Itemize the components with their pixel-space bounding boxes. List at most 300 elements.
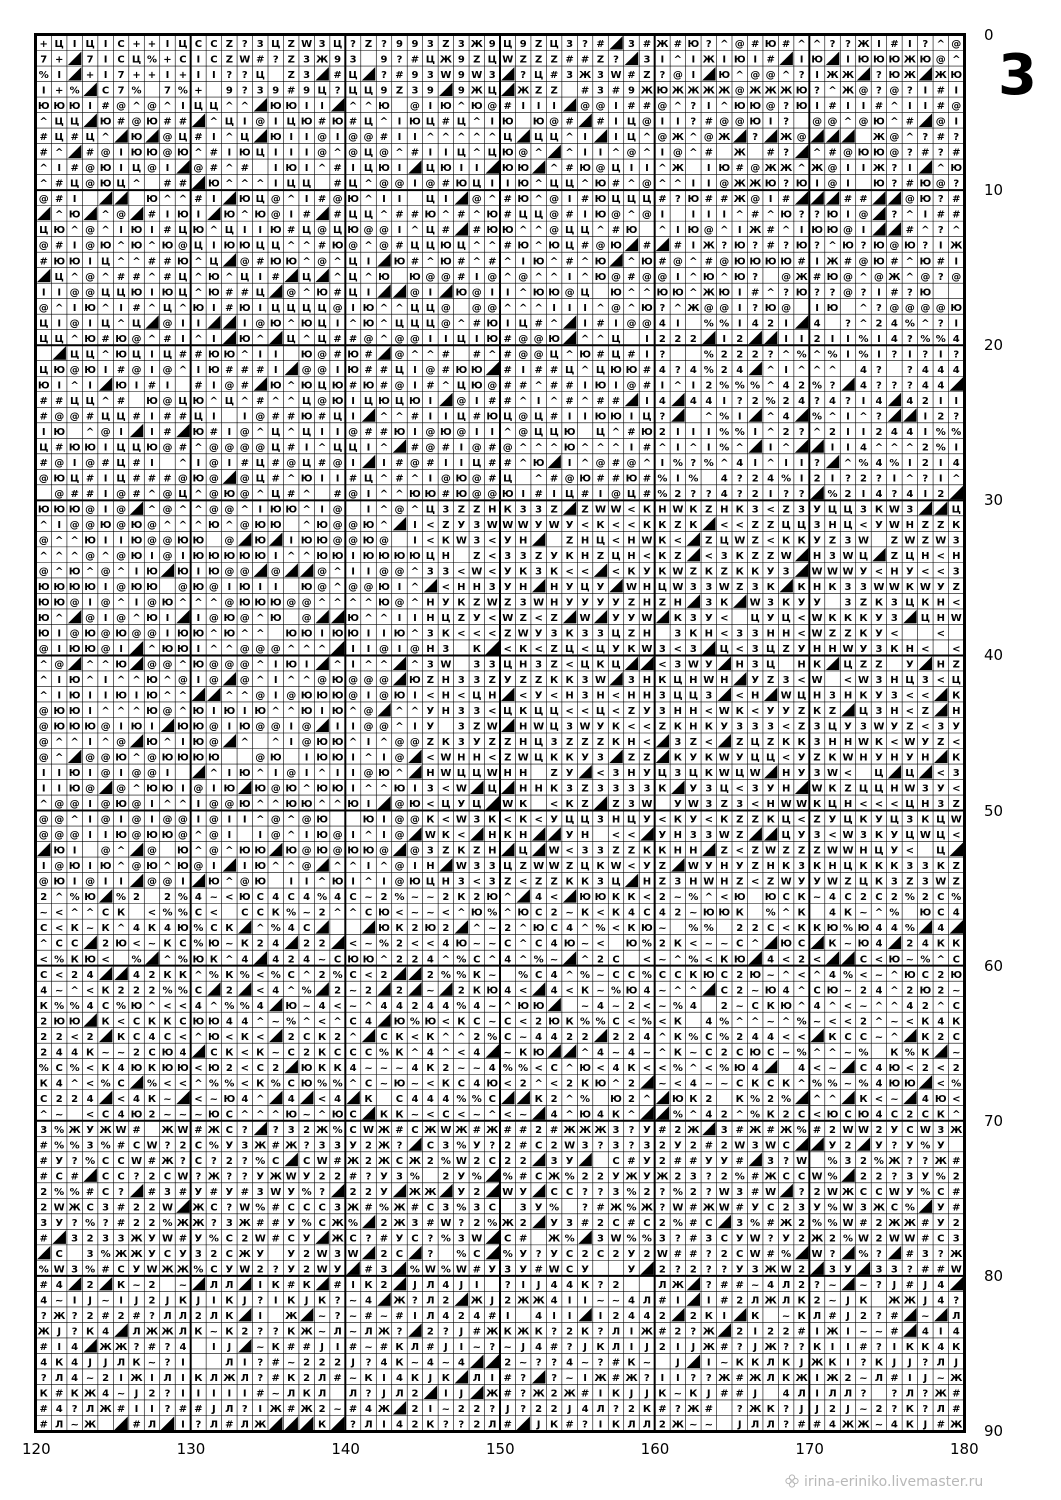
stitch-symbol: % bbox=[858, 1249, 868, 1260]
stitch-symbol: Ю bbox=[239, 892, 251, 903]
stitch-symbol: Ц bbox=[549, 39, 558, 50]
stitch-symbol: Ж bbox=[393, 1296, 406, 1307]
stitch-symbol: Ю bbox=[347, 629, 359, 640]
stitch-symbol: ? bbox=[891, 210, 897, 221]
stitch-symbol: Ц bbox=[720, 535, 729, 546]
stitch-symbol: @ bbox=[286, 768, 296, 779]
stitch-symbol: ^ bbox=[581, 272, 589, 283]
stitch-symbol: # bbox=[302, 1342, 310, 1353]
stitch-symbol: Z bbox=[736, 830, 743, 841]
stitch-symbol: ? bbox=[257, 1327, 263, 1338]
stitch-symbol: ~ bbox=[813, 892, 821, 903]
stitch-symbol: К bbox=[674, 753, 683, 764]
stitch-symbol: % bbox=[797, 1125, 807, 1136]
stitch-symbol: I bbox=[908, 101, 912, 112]
stitch-symbol: # bbox=[442, 179, 450, 190]
stitch-symbol: I bbox=[645, 349, 649, 360]
stitch-symbol: 2 bbox=[381, 1218, 388, 1229]
stitch-symbol: < bbox=[736, 784, 744, 795]
stitch-symbol: # bbox=[937, 1264, 945, 1275]
stitch-symbol: Ю bbox=[131, 1063, 143, 1074]
stitch-symbol: Ю bbox=[53, 256, 65, 267]
stitch-symbol: 3 bbox=[705, 691, 712, 702]
stitch-symbol: @ bbox=[209, 660, 219, 671]
stitch-symbol: 2 bbox=[736, 349, 743, 360]
stitch-symbol: ^ bbox=[194, 1078, 202, 1089]
stitch-symbol: # bbox=[333, 334, 341, 345]
stitch-symbol: % bbox=[487, 1032, 497, 1043]
stitch-symbol: I bbox=[846, 163, 850, 174]
stitch-symbol: 3 bbox=[257, 39, 264, 50]
stitch-symbol: 3 bbox=[40, 1218, 47, 1229]
stitch-symbol: ^ bbox=[194, 256, 202, 267]
stitch-symbol: @ bbox=[147, 846, 157, 857]
stitch-symbol: К bbox=[627, 923, 636, 934]
stitch-symbol: < bbox=[937, 768, 945, 779]
stitch-symbol: К bbox=[225, 1311, 234, 1322]
stitch-symbol: I bbox=[893, 473, 897, 484]
stitch-symbol: 4 bbox=[396, 1001, 403, 1012]
stitch-symbol: ^ bbox=[241, 691, 249, 702]
stitch-symbol: W bbox=[812, 566, 823, 577]
stitch-symbol: W bbox=[533, 861, 544, 872]
stitch-symbol: Ж bbox=[780, 86, 793, 97]
stitch-symbol: @ bbox=[147, 535, 157, 546]
stitch-symbol: Ц bbox=[85, 349, 94, 360]
stitch-symbol: I bbox=[150, 815, 154, 826]
stitch-symbol: С bbox=[380, 1032, 387, 1043]
stitch-symbol: @ bbox=[302, 815, 312, 826]
stitch-symbol: 4 bbox=[829, 892, 836, 903]
stitch-symbol: ^ bbox=[565, 1063, 573, 1074]
half-stitch-mark bbox=[37, 269, 50, 283]
stitch-symbol: Ю bbox=[378, 272, 390, 283]
half-stitch-mark bbox=[176, 610, 189, 624]
stitch-symbol: % bbox=[673, 1001, 683, 1012]
stitch-symbol: Ц bbox=[781, 520, 790, 531]
stitch-symbol: Ц bbox=[611, 551, 620, 562]
half-stitch-mark bbox=[934, 1044, 947, 1058]
stitch-symbol: 3 bbox=[875, 1264, 882, 1275]
stitch-symbol: Ц bbox=[843, 861, 852, 872]
stitch-symbol: Ц bbox=[642, 411, 651, 422]
stitch-symbol: Ю bbox=[115, 629, 127, 640]
stitch-symbol: ? bbox=[242, 1156, 248, 1167]
stitch-symbol: Ю bbox=[193, 303, 205, 314]
stitch-symbol: У bbox=[798, 644, 806, 655]
stitch-symbol: 2 bbox=[875, 318, 882, 329]
stitch-symbol: Ц bbox=[596, 535, 605, 546]
stitch-symbol: @ bbox=[487, 272, 497, 283]
stitch-symbol: # bbox=[333, 349, 341, 360]
stitch-symbol: У bbox=[488, 1264, 496, 1275]
stitch-symbol: # bbox=[457, 272, 465, 283]
stitch-symbol: Ц bbox=[797, 520, 806, 531]
stitch-symbol: Н bbox=[643, 877, 651, 888]
stitch-symbol: I bbox=[753, 427, 757, 438]
stitch-symbol: @ bbox=[240, 256, 250, 267]
stitch-symbol: Ю bbox=[285, 629, 297, 640]
stitch-symbol: ^ bbox=[534, 303, 542, 314]
stitch-symbol: ~ bbox=[318, 1311, 326, 1322]
stitch-symbol: I bbox=[258, 504, 262, 515]
stitch-symbol: % bbox=[673, 1109, 683, 1120]
stitch-symbol: ^ bbox=[519, 225, 527, 236]
stitch-symbol: 3 bbox=[582, 691, 589, 702]
stitch-symbol: ~ bbox=[349, 1001, 357, 1012]
stitch-symbol: W bbox=[719, 830, 730, 841]
half-stitch-mark bbox=[532, 843, 545, 857]
stitch-symbol: 3 bbox=[551, 737, 558, 748]
stitch-symbol: I bbox=[939, 349, 943, 360]
stitch-symbol: % bbox=[580, 970, 590, 981]
stitch-symbol: J bbox=[845, 1296, 850, 1307]
stitch-symbol: ^ bbox=[813, 39, 821, 50]
half-stitch-mark bbox=[486, 1044, 499, 1058]
stitch-symbol: С bbox=[597, 1249, 604, 1260]
stitch-symbol: @ bbox=[828, 117, 838, 128]
stitch-symbol: Ю bbox=[873, 117, 885, 128]
stitch-symbol: 3 bbox=[922, 784, 929, 795]
stitch-symbol: Ц bbox=[395, 365, 404, 376]
stitch-symbol: ^ bbox=[581, 256, 589, 267]
stitch-symbol: < bbox=[627, 504, 635, 515]
stitch-symbol: # bbox=[333, 179, 341, 190]
half-stitch-mark bbox=[161, 718, 174, 732]
stitch-symbol: @ bbox=[936, 55, 946, 66]
stitch-symbol: У bbox=[628, 1249, 636, 1260]
stitch-symbol: К bbox=[457, 1016, 466, 1027]
stitch-symbol: I bbox=[88, 815, 92, 826]
stitch-symbol: Ю bbox=[53, 582, 65, 593]
stitch-symbol: W bbox=[549, 1264, 560, 1275]
stitch-symbol: Ц bbox=[488, 784, 497, 795]
stitch-symbol: Ю bbox=[53, 1016, 65, 1027]
stitch-symbol: ^ bbox=[225, 101, 233, 112]
stitch-symbol: Ц bbox=[457, 334, 466, 345]
stitch-symbol: W bbox=[842, 753, 853, 764]
stitch-symbol: Ю bbox=[239, 148, 251, 159]
stitch-symbol: ~ bbox=[828, 1063, 836, 1074]
stitch-symbol: # bbox=[395, 210, 403, 221]
stitch-symbol: I bbox=[459, 442, 463, 453]
stitch-symbol: ^ bbox=[380, 411, 388, 422]
stitch-symbol: У bbox=[829, 815, 837, 826]
stitch-symbol: # bbox=[658, 1125, 666, 1136]
stitch-symbol: 2 bbox=[752, 923, 759, 934]
stitch-symbol: I bbox=[939, 241, 943, 252]
stitch-symbol: К bbox=[705, 753, 714, 764]
stitch-symbol: < bbox=[581, 520, 589, 531]
stitch-symbol: Ю bbox=[301, 380, 313, 391]
stitch-symbol: Ю bbox=[873, 55, 885, 66]
stitch-symbol: I bbox=[800, 225, 804, 236]
stitch-symbol: ^ bbox=[705, 411, 713, 422]
stitch-symbol: # bbox=[906, 225, 914, 236]
half-stitch-mark bbox=[377, 284, 390, 298]
stitch-symbol: Ю bbox=[131, 1001, 143, 1012]
half-stitch-mark bbox=[609, 36, 622, 50]
stitch-symbol: ~ bbox=[55, 985, 63, 996]
stitch-symbol: Ц bbox=[580, 660, 589, 671]
stitch-symbol: Ж bbox=[641, 86, 654, 97]
stitch-symbol: ^ bbox=[117, 241, 125, 252]
stitch-symbol: 4 bbox=[87, 1094, 94, 1105]
stitch-symbol: Ц bbox=[580, 287, 589, 298]
stitch-symbol: Ю bbox=[193, 706, 205, 717]
stitch-symbol: 2 bbox=[566, 1078, 573, 1089]
stitch-symbol: < bbox=[782, 954, 790, 965]
stitch-symbol: # bbox=[442, 225, 450, 236]
stitch-symbol: 2 bbox=[303, 1249, 310, 1260]
stitch-symbol: Ю bbox=[533, 458, 545, 469]
stitch-symbol: Ц bbox=[611, 877, 620, 888]
stitch-symbol: 2 bbox=[953, 1218, 960, 1229]
stitch-symbol: < bbox=[86, 1063, 94, 1074]
stitch-symbol: К bbox=[194, 1327, 203, 1338]
stitch-symbol: К bbox=[334, 1063, 343, 1074]
stitch-symbol: Ю bbox=[53, 706, 65, 717]
stitch-symbol: Ю bbox=[208, 365, 220, 376]
half-stitch-mark bbox=[300, 563, 313, 577]
stitch-symbol: @ bbox=[209, 613, 219, 624]
stitch-symbol: 3 bbox=[350, 55, 357, 66]
half-stitch-mark bbox=[903, 1323, 916, 1337]
half-stitch-mark bbox=[872, 191, 885, 205]
stitch-symbol: I bbox=[738, 318, 742, 329]
stitch-symbol: К bbox=[581, 1078, 590, 1089]
stitch-symbol: ? bbox=[242, 1171, 248, 1182]
stitch-symbol: С bbox=[288, 1202, 295, 1213]
stitch-symbol: 4 bbox=[690, 396, 697, 407]
stitch-symbol: У bbox=[519, 1264, 527, 1275]
half-stitch-mark bbox=[501, 781, 514, 795]
stitch-symbol: @ bbox=[394, 877, 404, 888]
stitch-symbol: Ю bbox=[950, 70, 962, 81]
stitch-symbol: У bbox=[566, 582, 574, 593]
stitch-symbol: @ bbox=[255, 722, 265, 733]
stitch-symbol: У bbox=[566, 1156, 574, 1167]
stitch-symbol: @ bbox=[425, 442, 435, 453]
half-stitch-mark bbox=[532, 1215, 545, 1229]
stitch-symbol: У bbox=[767, 566, 775, 577]
stitch-symbol: # bbox=[349, 1342, 357, 1353]
half-stitch-mark bbox=[254, 377, 267, 391]
stitch-symbol: Ю bbox=[641, 923, 653, 934]
stitch-symbol: Ц bbox=[55, 117, 64, 128]
stitch-symbol: % bbox=[673, 1063, 683, 1074]
stitch-symbol: С bbox=[195, 39, 202, 50]
stitch-symbol: Ю bbox=[889, 1063, 901, 1074]
stitch-symbol: ? bbox=[799, 1342, 805, 1353]
stitch-symbol: 3 bbox=[396, 1171, 403, 1182]
stitch-symbol: Ж bbox=[749, 1125, 762, 1136]
half-stitch-mark bbox=[671, 858, 684, 872]
stitch-symbol: @ bbox=[673, 148, 683, 159]
stitch-symbol: 2 bbox=[860, 985, 867, 996]
stitch-symbol: I bbox=[490, 287, 494, 298]
stitch-symbol: ^ bbox=[40, 660, 48, 671]
stitch-symbol: Ю bbox=[394, 551, 406, 562]
stitch-symbol: < bbox=[318, 1016, 326, 1027]
stitch-symbol: ^ bbox=[101, 660, 109, 671]
stitch-symbol: ^ bbox=[241, 1109, 249, 1120]
stitch-symbol: I bbox=[351, 644, 355, 655]
stitch-symbol: ^ bbox=[302, 551, 310, 562]
stitch-symbol: 4 bbox=[87, 970, 94, 981]
stitch-symbol: W bbox=[502, 55, 513, 66]
stitch-symbol: ~ bbox=[179, 1109, 187, 1120]
half-stitch-mark bbox=[99, 191, 112, 205]
stitch-symbol: Ц bbox=[627, 815, 636, 826]
stitch-symbol: Ц bbox=[178, 132, 187, 143]
stitch-symbol: # bbox=[395, 1311, 403, 1322]
stitch-symbol: ~ bbox=[844, 1078, 852, 1089]
stitch-symbol: ^ bbox=[55, 566, 63, 577]
stitch-symbol: ^ bbox=[674, 101, 682, 112]
stitch-symbol: @ bbox=[162, 877, 172, 888]
stitch-symbol: Ц bbox=[240, 272, 249, 283]
stitch-symbol: 3 bbox=[613, 768, 620, 779]
stitch-symbol: К bbox=[148, 1094, 157, 1105]
stitch-symbol: Ю bbox=[38, 582, 50, 593]
stitch-symbol: @ bbox=[39, 830, 49, 841]
stitch-symbol: Ж bbox=[115, 1249, 128, 1260]
stitch-symbol: Ю bbox=[332, 753, 344, 764]
stitch-symbol: ? bbox=[783, 241, 789, 252]
stitch-symbol: 3 bbox=[674, 877, 681, 888]
stitch-symbol: @ bbox=[441, 303, 451, 314]
stitch-symbol: # bbox=[132, 458, 140, 469]
stitch-symbol: Ю bbox=[100, 520, 112, 531]
stitch-symbol: # bbox=[148, 1156, 156, 1167]
stitch-symbol: Ж bbox=[703, 1202, 716, 1213]
half-stitch-mark bbox=[68, 145, 81, 159]
stitch-symbol: ~ bbox=[349, 1296, 357, 1307]
stitch-symbol: У bbox=[148, 1233, 156, 1244]
stitch-symbol: Z bbox=[628, 706, 635, 717]
stitch-symbol: Ю bbox=[131, 1109, 143, 1120]
stitch-symbol: Z bbox=[473, 55, 480, 66]
stitch-symbol: Ц bbox=[457, 411, 466, 422]
stitch-symbol: @ bbox=[750, 194, 760, 205]
stitch-symbol: 2 bbox=[845, 1140, 852, 1151]
stitch-symbol: ^ bbox=[272, 1109, 280, 1120]
stitch-symbol: 4 bbox=[875, 1063, 882, 1074]
stitch-symbol: @ bbox=[70, 365, 80, 376]
stitch-symbol: < bbox=[720, 629, 728, 640]
stitch-symbol: Н bbox=[813, 551, 821, 562]
stitch-symbol: @ bbox=[132, 799, 142, 810]
stitch-symbol: Ю bbox=[69, 210, 81, 221]
pattern-grid-svg bbox=[36, 35, 964, 1431]
stitch-symbol: Ю bbox=[69, 706, 81, 717]
stitch-symbol: < bbox=[875, 566, 883, 577]
stitch-symbol: Ж bbox=[765, 1264, 778, 1275]
stitch-symbol: ^ bbox=[333, 566, 341, 577]
stitch-symbol: @ bbox=[209, 489, 219, 500]
stitch-symbol: Н bbox=[736, 660, 744, 671]
stitch-symbol: Ю bbox=[69, 784, 81, 795]
stitch-symbol: С bbox=[427, 1140, 434, 1151]
stitch-symbol: ^ bbox=[473, 923, 481, 934]
stitch-symbol: Ц bbox=[843, 504, 852, 515]
stitch-symbol: Ц bbox=[781, 613, 790, 624]
half-stitch-mark bbox=[486, 362, 499, 376]
stitch-symbol: У bbox=[767, 784, 775, 795]
stitch-symbol: 4 bbox=[133, 923, 140, 934]
stitch-symbol: 9 bbox=[628, 86, 635, 97]
stitch-symbol: К bbox=[921, 1032, 930, 1043]
stitch-symbol: С bbox=[349, 970, 356, 981]
stitch-symbol: I bbox=[289, 210, 293, 221]
stitch-symbol: У bbox=[767, 613, 775, 624]
stitch-symbol: 4 bbox=[628, 1311, 635, 1322]
stitch-symbol: ? bbox=[613, 55, 619, 66]
stitch-symbol: % bbox=[317, 892, 327, 903]
stitch-symbol: К bbox=[71, 954, 80, 965]
stitch-symbol: I bbox=[274, 163, 278, 174]
stitch-symbol: % bbox=[858, 1047, 868, 1058]
stitch-symbol: % bbox=[565, 1171, 575, 1182]
stitch-symbol: Н bbox=[766, 629, 774, 640]
stitch-symbol: % bbox=[719, 411, 729, 422]
stitch-symbol: ^ bbox=[256, 815, 264, 826]
stitch-symbol: ^ bbox=[674, 954, 682, 965]
stitch-symbol: I bbox=[846, 442, 850, 453]
half-stitch-mark bbox=[176, 1199, 189, 1213]
stitch-symbol: % bbox=[333, 1078, 343, 1089]
stitch-symbol: ^ bbox=[612, 427, 620, 438]
stitch-symbol: Ю bbox=[301, 411, 313, 422]
stitch-symbol: Ц bbox=[178, 225, 187, 236]
stitch-symbol: Н bbox=[442, 706, 450, 717]
stitch-symbol: W bbox=[54, 1202, 65, 1213]
stitch-symbol: У bbox=[689, 753, 697, 764]
stitch-symbol: К bbox=[952, 939, 961, 950]
stitch-symbol: W bbox=[177, 1171, 188, 1182]
stitch-symbol: ^ bbox=[689, 287, 697, 298]
stitch-symbol: W bbox=[425, 830, 436, 841]
stitch-symbol: 4 bbox=[411, 1094, 418, 1105]
stitch-symbol: 4 bbox=[597, 1001, 604, 1012]
stitch-symbol: I bbox=[459, 1342, 463, 1353]
stitch-symbol: У bbox=[720, 722, 728, 733]
half-stitch-mark bbox=[192, 176, 205, 190]
half-stitch-mark bbox=[377, 1292, 390, 1306]
stitch-symbol: ? bbox=[876, 70, 882, 81]
stitch-symbol: Ж bbox=[687, 1125, 700, 1136]
stitch-symbol: ^ bbox=[797, 1001, 805, 1012]
stitch-symbol: @ bbox=[101, 598, 111, 609]
stitch-symbol: % bbox=[209, 970, 219, 981]
stitch-symbol: @ bbox=[735, 39, 745, 50]
stitch-symbol: % bbox=[797, 1047, 807, 1058]
half-stitch-mark bbox=[254, 563, 267, 577]
stitch-symbol: % bbox=[719, 1063, 729, 1074]
stitch-symbol: У bbox=[628, 1264, 636, 1275]
stitch-symbol: ^ bbox=[828, 1094, 836, 1105]
stitch-symbol: 3 bbox=[628, 675, 635, 686]
stitch-symbol: Л bbox=[426, 1311, 434, 1322]
stitch-symbol: ? bbox=[675, 194, 681, 205]
stitch-symbol: I bbox=[104, 55, 108, 66]
stitch-symbol: Ц bbox=[921, 613, 930, 624]
stitch-symbol: С bbox=[179, 1016, 186, 1027]
stitch-symbol: @ bbox=[101, 799, 111, 810]
stitch-symbol: W bbox=[920, 1125, 931, 1136]
stitch-symbol: У bbox=[550, 1249, 558, 1260]
